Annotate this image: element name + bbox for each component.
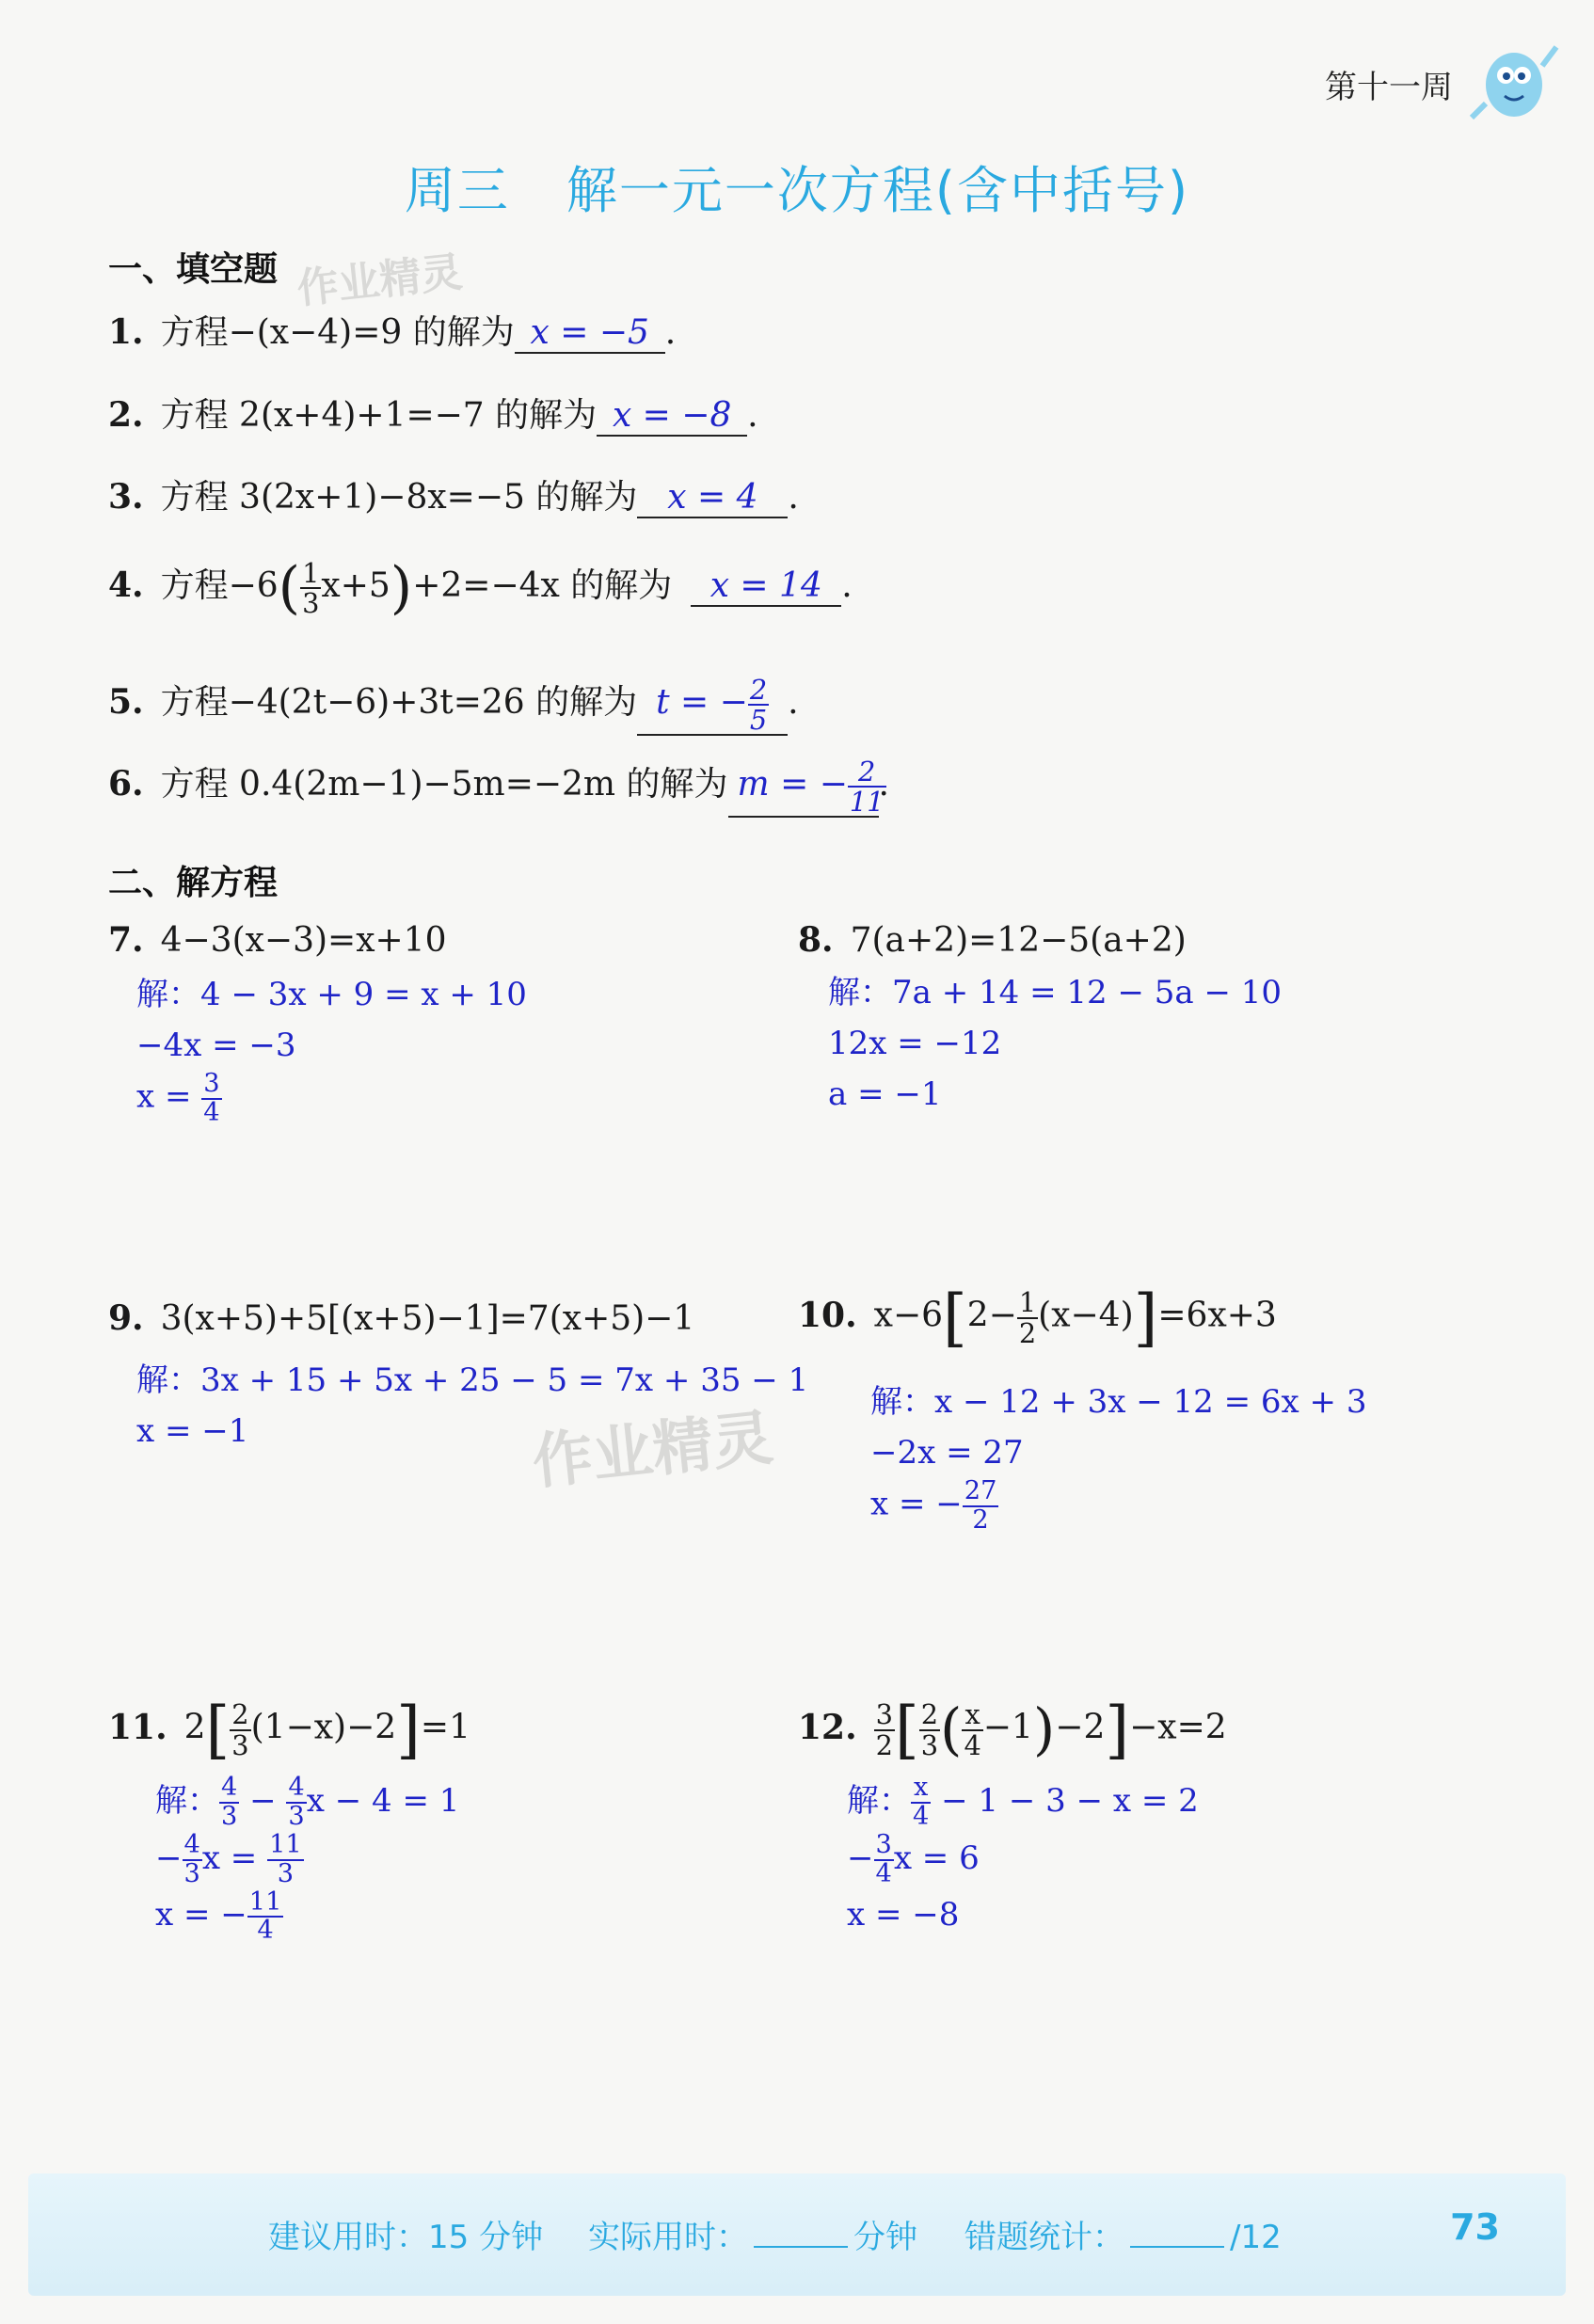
question-7: 7. 4−3(x−3)=x+10 bbox=[108, 920, 447, 960]
suggested-time: 建议用时：15 分钟 bbox=[268, 2219, 544, 2256]
question-12: 12. $\frac{3}{2}$ [ $\frac{2}{3}$ ( $\frac{x}{4}$ −1)−2]−x=2 bbox=[798, 1694, 1227, 1766]
question-10: 10. x−6[2− $\frac{1}{2}$ (x−4)]=6x+3 bbox=[798, 1281, 1277, 1354]
answer-blank-3[interactable]: x = 4 bbox=[637, 479, 788, 518]
question-8: 8. 7(a+2)=12−5(a+2) bbox=[798, 920, 1187, 960]
answer-blank-6[interactable]: m = − $\frac{2}{11}$ bbox=[728, 757, 879, 818]
question-4: 4. 方程−6( $\frac{1}{3}$ x+5)+2=−4x 的解为 x = 14 . bbox=[108, 555, 853, 621]
answer-blank-1[interactable]: x = −5 bbox=[515, 314, 665, 354]
solution-12: 解： $\frac{x}{4}$ − 1 − 3 − x = 2 − $\frac{3}{4}$ x = 6 x = −8 bbox=[847, 1773, 1199, 1934]
title-topic: 解一元一次方程(含中括号) bbox=[566, 161, 1190, 220]
question-9: 9. 3(x+5)+5[(x+5)−1]=7(x+5)−1 bbox=[108, 1298, 695, 1338]
watermark: 作业精灵 bbox=[295, 247, 465, 314]
actual-time-blank[interactable] bbox=[754, 2246, 848, 2248]
question-5: 5. 方程−4(2t−6)+3t=26 的解为 t = − $\frac{2}{5}$ . bbox=[108, 674, 799, 737]
page-title bbox=[0, 151, 1594, 223]
question-3: 3. 方程 3(2x+1)−8x=−5 的解为 x = 4 . bbox=[108, 477, 799, 517]
solution-7: 解：4 − 3x + 9 = x + 10 −4x = −3 x = $\frac{3}{4}$ bbox=[136, 976, 527, 1127]
solution-10: 解：x − 12 + 3x − 12 = 6x + 3 −2x = 27 x = − $\frac{27}{2}$ bbox=[870, 1383, 1367, 1535]
answer-blank-2[interactable]: x = −8 bbox=[597, 397, 747, 437]
question-6: 6. 方程 0.4(2m−1)−5m=−2m 的解为 m = − $\frac{2}{11}$ . bbox=[108, 756, 889, 819]
mascot-icon bbox=[1462, 28, 1566, 132]
answer-blank-4[interactable]: x = 14 bbox=[691, 567, 841, 607]
watermark-2: 作业精灵 bbox=[529, 1403, 776, 1499]
actual-time: 实际用时： 分钟 bbox=[588, 2219, 917, 2256]
page-number: 73 bbox=[1450, 2206, 1500, 2248]
section-heading-solve: 二、解方程 bbox=[108, 864, 279, 902]
solution-11: 解： $\frac{4}{3}$ − $\frac{4}{3}$ x − 4 = 1 − $\frac{4}{3}$ x = $\frac{11}{3}$ x = − $\frac{11}{4}$ bbox=[155, 1773, 460, 1946]
question-2: 2. 方程 2(x+4)+1=−7 的解为 x = −8 . bbox=[108, 395, 758, 435]
week-label: 第十一周 bbox=[1325, 69, 1453, 106]
question-11: 11. 2[ $\frac{2}{3}$ (1−x)−2]=1 bbox=[108, 1694, 470, 1766]
solution-9: 解：3x + 15 + 5x + 25 − 5 = 7x + 35 − 1 x = −1 bbox=[136, 1361, 809, 1450]
error-count: 错题统计： /12 bbox=[964, 2219, 1282, 2256]
error-count-blank[interactable] bbox=[1130, 2246, 1224, 2248]
question-1: 1. 方程−(x−4)=9 的解为 x = −5 . bbox=[108, 312, 677, 352]
section-heading-fill: 一、填空题 bbox=[108, 250, 279, 289]
title-day: 周三 bbox=[404, 161, 510, 220]
answer-blank-5[interactable]: t = − $\frac{2}{5}$ bbox=[637, 676, 788, 736]
solution-8: 解：7a + 14 = 12 − 5a − 10 12x = −12 a = −1 bbox=[828, 974, 1283, 1113]
